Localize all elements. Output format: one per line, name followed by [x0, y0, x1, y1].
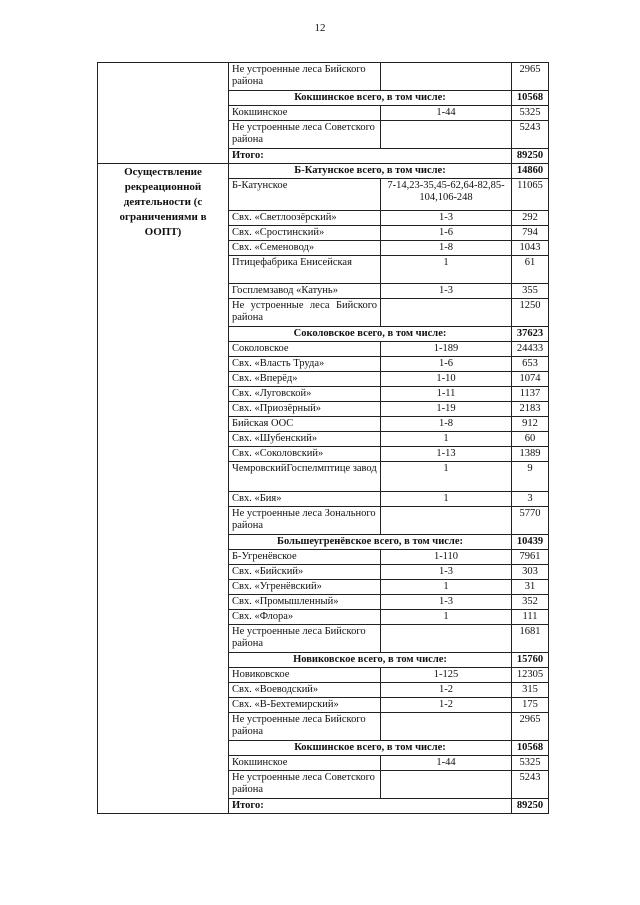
- subtotal-row: [98, 164, 549, 179]
- quarters-cell: 1-189: [381, 342, 512, 357]
- area-cell: 10568: [512, 91, 549, 106]
- forest-name-cell: Свх. «Вперёд»: [229, 372, 381, 387]
- area-cell: 14860: [512, 164, 549, 179]
- activity-cell: Осуществление рекреационной деятельности (с ограничениями в ООПТ): [98, 164, 229, 814]
- area-cell: 1074: [512, 372, 549, 387]
- subtotal-label: Кокшинское всего, в том числе:: [229, 741, 512, 756]
- quarters-cell: 1-3: [381, 565, 512, 580]
- forest-name-cell: Свх. «Воеводский»: [229, 683, 381, 698]
- forest-name-cell: Соколовское: [229, 342, 381, 357]
- forest-name-cell: Б-Катунское: [229, 179, 381, 211]
- forest-areas-table: [97, 62, 549, 814]
- quarters-cell: 1-44: [381, 106, 512, 121]
- subtotal-label: Большеугренёвское всего, в том числе:: [229, 535, 512, 550]
- area-cell: 1389: [512, 447, 549, 462]
- area-cell: 15760: [512, 653, 549, 668]
- total-label: Итого:: [229, 149, 512, 164]
- forest-name-cell: Свх. «Луговской»: [229, 387, 381, 402]
- area-cell: 175: [512, 698, 549, 713]
- area-cell: 3: [512, 492, 549, 507]
- quarters-cell: 1-11: [381, 387, 512, 402]
- area-cell: 1137: [512, 387, 549, 402]
- quarters-cell: 1: [381, 580, 512, 595]
- quarters-cell: 1: [381, 462, 512, 492]
- forest-name-cell: Кокшинское: [229, 106, 381, 121]
- forest-name-cell: Б-Угренёвское: [229, 550, 381, 565]
- area-cell: 303: [512, 565, 549, 580]
- quarters-cell: 1-6: [381, 226, 512, 241]
- area-cell: 12305: [512, 668, 549, 683]
- area-cell: 37623: [512, 327, 549, 342]
- forest-name-cell: Госплемзавод «Катунь»: [229, 284, 381, 299]
- quarters-cell: 1-10: [381, 372, 512, 387]
- subtotal-label: Кокшинское всего, в том числе:: [229, 91, 512, 106]
- area-cell: 5243: [512, 121, 549, 149]
- quarters-cell: 1-13: [381, 447, 512, 462]
- quarters-cell: 1: [381, 432, 512, 447]
- forest-name-cell: Не устроенные леса Бийского района: [229, 625, 381, 653]
- area-cell: 5325: [512, 756, 549, 771]
- area-cell: 9: [512, 462, 549, 492]
- quarters-cell: 1-3: [381, 595, 512, 610]
- area-cell: 5243: [512, 771, 549, 799]
- quarters-cell: [381, 121, 512, 149]
- forest-name-cell: Свх. «Бийский»: [229, 565, 381, 580]
- subtotal-label: Новиковское всего, в том числе:: [229, 653, 512, 668]
- area-cell: 31: [512, 580, 549, 595]
- forest-name-cell: Не устроенные леса Бийского района: [229, 713, 381, 741]
- area-cell: 89250: [512, 149, 549, 164]
- forest-name-cell: Новиковское: [229, 668, 381, 683]
- forest-name-cell: Не устроенные леса Советского района: [229, 771, 381, 799]
- activity-cell: [98, 63, 229, 164]
- area-cell: 1250: [512, 299, 549, 327]
- forest-name-cell: Свх. «Семеновод»: [229, 241, 381, 256]
- forest-name-cell: Свх. «Угренёвский»: [229, 580, 381, 595]
- quarters-cell: 7-14,23-35,45-62,64-82,85-104,106-248: [381, 179, 512, 211]
- quarters-cell: 1-110: [381, 550, 512, 565]
- forest-name-cell: Не устроенные леса Бийского района: [229, 299, 381, 327]
- quarters-cell: 1: [381, 492, 512, 507]
- area-cell: 5770: [512, 507, 549, 535]
- quarters-cell: 1-8: [381, 241, 512, 256]
- quarters-cell: 1: [381, 256, 512, 284]
- area-cell: 355: [512, 284, 549, 299]
- quarters-cell: [381, 507, 512, 535]
- quarters-cell: [381, 625, 512, 653]
- quarters-cell: [381, 713, 512, 741]
- forest-name-cell: Не устроенные леса Советского района: [229, 121, 381, 149]
- table-row: [98, 63, 549, 91]
- quarters-cell: 1-3: [381, 211, 512, 226]
- area-cell: 7961: [512, 550, 549, 565]
- area-cell: 315: [512, 683, 549, 698]
- area-cell: 352: [512, 595, 549, 610]
- forest-name-cell: Свх. «Светлоозёрский»: [229, 211, 381, 226]
- quarters-cell: 1-6: [381, 357, 512, 372]
- forest-name-cell: Птицефабрика Енисейская: [229, 256, 381, 284]
- quarters-cell: [381, 63, 512, 91]
- forest-name-cell: Свх. «Шубенский»: [229, 432, 381, 447]
- forest-name-cell: Свх. «Сростинский»: [229, 226, 381, 241]
- area-cell: 794: [512, 226, 549, 241]
- area-cell: 111: [512, 610, 549, 625]
- forest-name-cell: Свх. «Промышленный»: [229, 595, 381, 610]
- quarters-cell: 1-2: [381, 683, 512, 698]
- quarters-cell: 1-2: [381, 698, 512, 713]
- area-cell: 5325: [512, 106, 549, 121]
- quarters-cell: 1-3: [381, 284, 512, 299]
- quarters-cell: 1-19: [381, 402, 512, 417]
- forest-name-cell: Не устроенные леса Зонального района: [229, 507, 381, 535]
- forest-name-cell: Не устроенные леса Бийского района: [229, 63, 381, 91]
- subtotal-label: Соколовское всего, в том числе:: [229, 327, 512, 342]
- area-cell: 24433: [512, 342, 549, 357]
- area-cell: 2183: [512, 402, 549, 417]
- area-cell: 61: [512, 256, 549, 284]
- page-number: 12: [314, 22, 326, 34]
- forest-name-cell: Свх. «В-Бехтемирский»: [229, 698, 381, 713]
- forest-name-cell: Свх. «Бия»: [229, 492, 381, 507]
- forest-name-cell: Кокшинское: [229, 756, 381, 771]
- area-cell: 10568: [512, 741, 549, 756]
- area-cell: 10439: [512, 535, 549, 550]
- quarters-cell: [381, 299, 512, 327]
- area-cell: 1043: [512, 241, 549, 256]
- forest-name-cell: Свх. «Приозёрный»: [229, 402, 381, 417]
- area-cell: 292: [512, 211, 549, 226]
- quarters-cell: 1-8: [381, 417, 512, 432]
- forest-name-cell: Бийская ООС: [229, 417, 381, 432]
- area-cell: 89250: [512, 799, 549, 814]
- subtotal-label: Б-Катунское всего, в том числе:: [229, 164, 512, 179]
- area-cell: 912: [512, 417, 549, 432]
- area-cell: 1681: [512, 625, 549, 653]
- forest-name-cell: Свх. «Соколовский»: [229, 447, 381, 462]
- quarters-cell: 1-44: [381, 756, 512, 771]
- forest-name-cell: Свх. «Власть Труда»: [229, 357, 381, 372]
- forest-name-cell: ЧемровскийГоспелмптице завод: [229, 462, 381, 492]
- area-cell: 2965: [512, 713, 549, 741]
- area-cell: 11065: [512, 179, 549, 211]
- quarters-cell: [381, 771, 512, 799]
- area-cell: 60: [512, 432, 549, 447]
- total-label: Итого:: [229, 799, 512, 814]
- area-cell: 2965: [512, 63, 549, 91]
- forest-name-cell: Свх. «Флора»: [229, 610, 381, 625]
- quarters-cell: 1: [381, 610, 512, 625]
- quarters-cell: 1-125: [381, 668, 512, 683]
- area-cell: 653: [512, 357, 549, 372]
